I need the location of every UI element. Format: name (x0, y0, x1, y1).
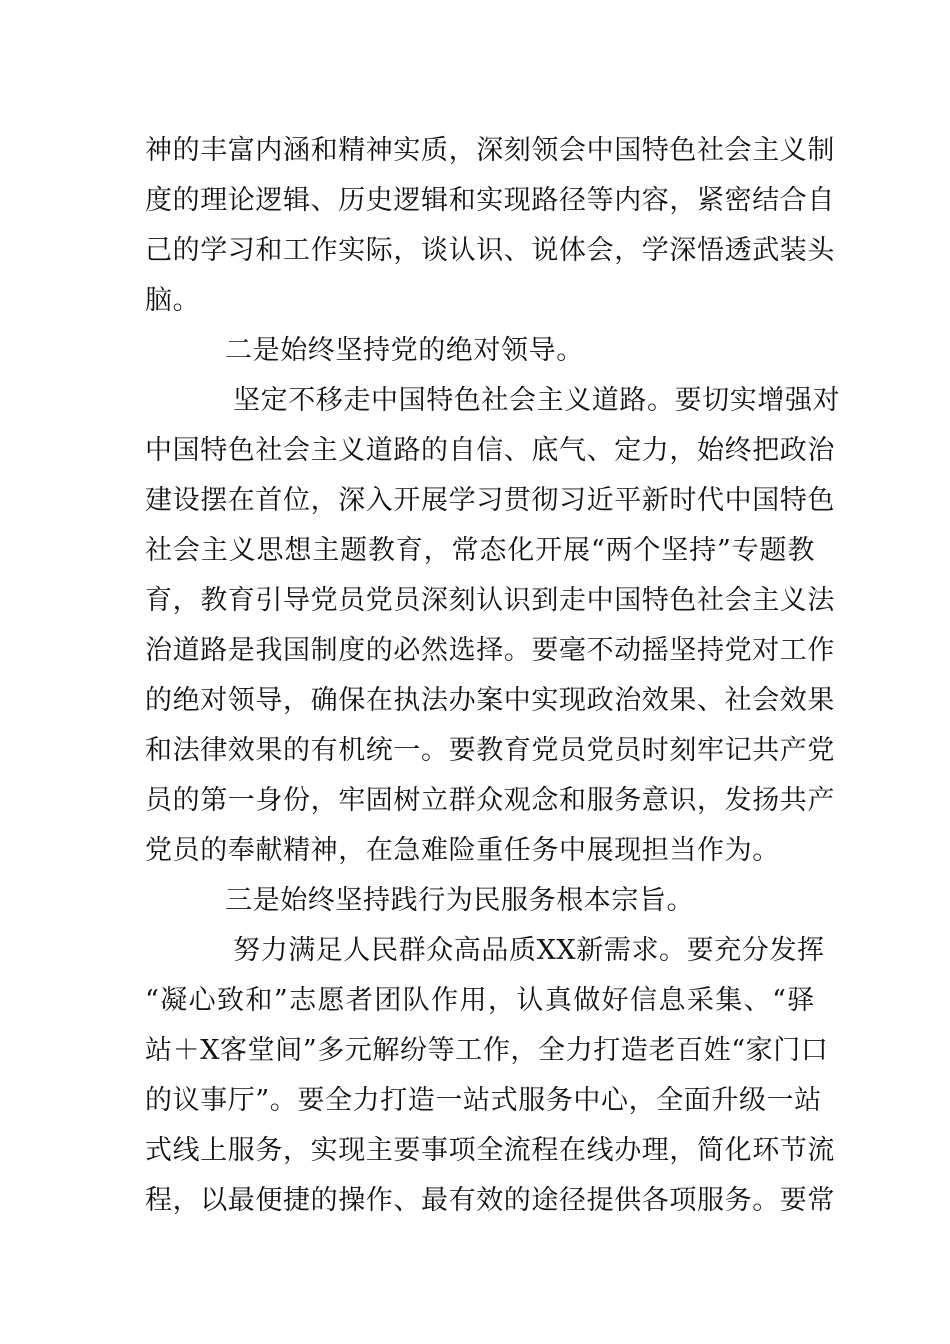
body-text-line: 治道路是我国制度的必然选择。要毫不动摇坚持党对工作 (145, 635, 835, 666)
paragraph-first-line: 坚定不移走中国特色社会主义道路。要切实增强对 (233, 385, 841, 416)
body-text-line: 员的第一身份，牢固树立群众观念和服务意识，发扬共产 (145, 785, 835, 816)
body-text-line: 程，以最便捷的操作、最有效的途径提供各项服务。要常 (145, 1185, 835, 1216)
body-text-line: 的议事厅”。要全力打造一站式服务中心，全面升级一站 (145, 1085, 822, 1116)
body-text-line: 己的学习和工作实际，谈认识、说体会，学深悟透武装头 (145, 235, 835, 266)
body-text-line: 度的理论逻辑、历史逻辑和实现路径等内容，紧密结合自 (145, 185, 835, 216)
body-text-line: “凝心致和”志愿者团队作用，认真做好信息采集、“驿 (145, 985, 815, 1016)
section-heading: 二是始终坚持党的绝对领导。 (225, 335, 584, 366)
body-text-line: 建设摆在首位，深入开展学习贯彻习近平新时代中国特色 (145, 485, 835, 516)
body-text-line: 社会主义思想主题教育，常态化开展“两个坚持”专题教 (145, 535, 815, 566)
body-text-line: 和法律效果的有机统一。要教育党员党员时刻牢记共产党 (145, 735, 835, 766)
body-text-line: 式线上服务，实现主要事项全流程在线办理，简化环节流 (145, 1135, 835, 1166)
body-text-line: 的绝对领导，确保在执法办案中实现政治效果、社会效果 (145, 685, 835, 716)
body-text-line: 神的丰富内涵和精神实质，深刻领会中国特色社会主义制 (145, 135, 835, 166)
body-text-line: 站＋X客堂间”多元解纷等工作，全力打造老百姓“家门口 (145, 1035, 829, 1066)
body-text-line: 中国特色社会主义道路的自信、底气、定力，始终把政治 (145, 435, 835, 466)
body-text-line: 脑。 (145, 285, 201, 316)
body-text-line: 育，教育引导党员党员深刻认识到走中国特色社会主义法 (145, 585, 835, 616)
section-heading: 三是始终坚持践行为民服务根本宗旨。 (225, 885, 695, 916)
paragraph-first-line: 努力满足人民群众高品质XX新需求。要充分发挥 (233, 935, 825, 966)
body-text-line: 党员的奉献精神，在急难险重任务中展现担当作为。 (145, 835, 780, 866)
